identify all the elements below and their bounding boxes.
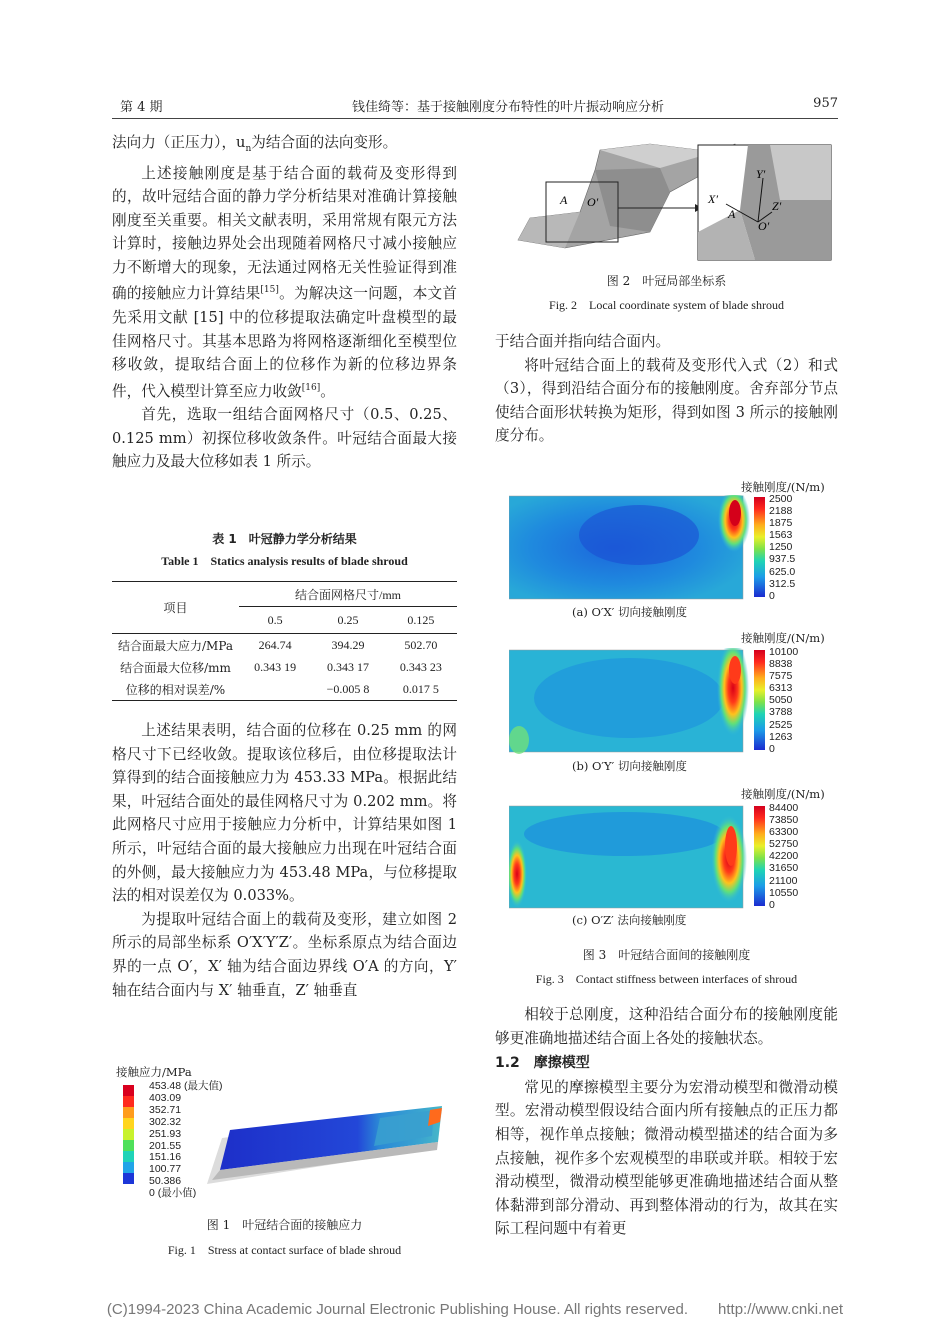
fig1-caption-cn: 图 1 叶冠结合面的接触应力	[206, 1218, 363, 1232]
colorbar-level: 0	[769, 589, 775, 602]
fig1-unit: 接触应力/MPa	[116, 1065, 192, 1079]
fig3c-caption: (c) O′Z′ 法向接触刚度	[572, 913, 687, 927]
colorbar-level: 5050	[769, 694, 793, 707]
table-1	[112, 581, 457, 701]
colorbar-level: 1875	[769, 517, 793, 530]
colorbar-level: 10550	[769, 886, 799, 899]
colorbar-level: 21100	[769, 874, 798, 887]
fig2-label-O2: O′	[758, 219, 770, 233]
colorbar-level: 2188	[769, 505, 793, 518]
table-header-size: 0.125	[407, 612, 435, 627]
section-heading: 1.2 摩擦模型	[495, 1055, 590, 1072]
paragraph: 将叶冠结合面上的载荷及变形代入式（2）和式（3），得到沿结合面分布的接触刚度。舍弃部分节点使结合面形状转换为矩形，得到如图 3 所示的接触刚度分布。	[495, 356, 838, 445]
colorbar-level: 2525	[769, 718, 793, 731]
colorbar-level: 403.09	[149, 1091, 182, 1104]
table-header-item: 项目	[163, 601, 188, 615]
left-text-block-2	[112, 719, 457, 1002]
colorbar-level: 312.5	[769, 577, 796, 590]
fig2-label-Z: Z′	[772, 199, 782, 213]
paragraph: 常见的摩擦模型主要分为宏滑动模型和微滑动模型。宏滑动模型假设结合面内所有接触点的正压力都相等，视作单点接触；微滑动模型描述的结合面为多点接触，视作多个宏观模型的串联或并联。相较于宏滑动模型，微滑动模型能够更准确地描述结合面从整体黏滞到部分滑动、再到整体滑动的行为，故其在实际工程问题中有着更	[495, 1078, 838, 1238]
colorbar-level: 0	[769, 898, 775, 911]
fig1-caption-en: Fig. 1 Stress at contact surface of blade shroud	[167, 1243, 402, 1257]
fig3a-colorbar-labels	[769, 493, 795, 602]
left-text-block-1	[112, 131, 457, 474]
fig3-unit: 接触刚度/(N/m)	[741, 787, 825, 801]
fig3-caption-cn: 图 3 叶冠结合面间的接触刚度	[582, 948, 751, 962]
figure-3b	[509, 630, 839, 756]
table-header-size: 0.25	[337, 612, 359, 627]
right-text-block-2	[495, 1003, 838, 1241]
fig2-caption-en: Fig. 2 Local coordinate system of blade shroud	[549, 298, 784, 312]
colorbar-level: 302.32	[149, 1115, 182, 1128]
colorbar-level: 1563	[769, 529, 793, 542]
colorbar-level: 1263	[769, 730, 793, 743]
table-row: 结合面最大应力/MPa 264.74 394.29 502.70	[117, 637, 438, 653]
colorbar-level: 0	[769, 742, 775, 755]
colorbar-level: 31650	[769, 862, 799, 875]
colorbar-level: 201.55	[149, 1139, 182, 1152]
table-header-size: 0.5	[267, 612, 283, 627]
colorbar-level: 50.386	[149, 1175, 182, 1188]
figure-1	[112, 1064, 457, 1204]
colorbar-level: 151.16	[149, 1151, 182, 1164]
colorbar-level: 8838	[769, 658, 793, 671]
colorbar-level: 10100	[769, 646, 799, 658]
colorbar-level: 100.77	[149, 1163, 182, 1176]
colorbar-level: 73850	[769, 814, 799, 827]
fig2-label-O: O′	[587, 195, 599, 209]
fig1-colorbar-labels	[149, 1081, 223, 1200]
fig3-caption-en: Fig. 3 Contact stiffness between interfaces of shroud	[535, 972, 798, 986]
colorbar-level: 352.71	[149, 1103, 182, 1116]
fig3a-caption: (a) O′X′ 切向接触刚度	[572, 605, 687, 619]
journal-issue: 第 4 期	[120, 100, 163, 115]
fig2-label-X: X′	[708, 192, 718, 206]
colorbar-level: 625.0	[769, 565, 796, 578]
colorbar-level: 0 (最小值)	[149, 1187, 197, 1200]
fig3-unit: 接触刚度/(N/m)	[741, 631, 825, 645]
fig2-label-A2: A	[728, 207, 736, 221]
figure-3c	[509, 786, 839, 910]
paragraph: 上述结果表明，结合面的位移在 0.25 mm 的网格尺寸下已经收敛。提取该位移后，由位移提取法计算得到的结合面接触应力为 453.33 MPa。根据此结果，叶冠结合面处的最佳网格尺寸为 0.202 mm。将此网格尺寸应用于接触应力分析中，计算结果如图 1 所示，叶冠结合面的最大接触应力出现在叶冠结合面的外侧，最大接触应力为 453.48 MPa，与位移提取法的相对误差仅为 0.033%。	[112, 722, 457, 905]
table-row: 结合面最大位移/mm 0.343 19 0.343 17 0.343 23	[120, 659, 442, 675]
header-rule	[112, 118, 838, 119]
paragraph: 首先，选取一组结合面网格尺寸（0.5、0.25、0.125 mm）初探位移收敛条件。叶冠结合面最大接触应力及最大位移如表 1 所示。	[112, 406, 457, 471]
figure-3a	[509, 477, 839, 601]
colorbar-level: 3788	[769, 706, 793, 719]
table-header-group: 结合面网格尺寸/mm	[239, 582, 457, 607]
right-text-block-1	[495, 330, 838, 448]
fig3c-colorbar	[754, 806, 765, 906]
running-title: 钱佳绮等：基于接触刚度分布特性的叶片振动响应分析	[351, 100, 664, 115]
table-title-en: Table 1 Statics analysis results of blade shroud	[161, 554, 408, 568]
colorbar-level: 42200	[769, 850, 799, 863]
page-number: 957	[813, 96, 838, 111]
colorbar-level: 7575	[769, 670, 793, 683]
colorbar-level: 453.48 (最大值)	[149, 1080, 223, 1092]
colorbar-level: 937.5	[769, 553, 796, 566]
fig2-caption-cn: 图 2 叶冠局部坐标系	[606, 274, 727, 288]
table-title-cn: 表 1 叶冠静力学分析结果	[212, 532, 357, 546]
paragraph: 上述接触刚度是基于结合面的载荷及变形得到的，故叶冠结合面的静力学分析结果对准确计算接触刚度至关重要。相关文献表明，采用常规有限元方法计算时，接触边界处会出现随着网格尺寸减小接触应力不断增大的现象，无法通过网格无关性验证得到准确的接触应力计算结果[15]。为解决这一问题，本文首先采用文献 [15] 中的位移提取法确定叶盘模型的最佳网格尺寸。其基本思路为将网格逐渐细化至模型位移收敛，提取结合面上的位移作为新的位移边界条件，代入模型计算至应力收敛[16]。	[112, 164, 457, 400]
fig3c-colorbar-labels	[769, 802, 798, 911]
colorbar-level: 52750	[769, 838, 799, 851]
fig3b-colorbar-labels	[769, 646, 798, 755]
fig3b-caption: (b) O′Y′ 切向接触刚度	[572, 759, 687, 773]
fig3-unit: 接触刚度/(N/m)	[741, 480, 825, 494]
colorbar-level: 1250	[769, 541, 793, 554]
colorbar-level: 251.93	[149, 1127, 182, 1140]
fig1-colorbar	[123, 1085, 134, 1184]
fig1-surface	[207, 1106, 442, 1184]
paragraph: 法向力（正压力），$u_n$为结合面的法向变形。	[112, 134, 398, 154]
paragraph: 于结合面并指向结合面内。	[495, 333, 671, 350]
colorbar-level: 6313	[769, 682, 793, 695]
paragraph: 相较于总刚度，这种沿结合面分布的接触刚度能够更准确地描述结合面上各处的接触状态。	[495, 1006, 838, 1047]
fig3a-colorbar	[754, 497, 765, 597]
fig3b-colorbar	[754, 650, 765, 750]
colorbar-level: 2500	[769, 493, 793, 505]
figure-2	[510, 140, 835, 262]
colorbar-level: 63300	[769, 826, 799, 839]
paragraph: 为提取叶冠结合面上的载荷及变形，建立如图 2 所示的局部坐标系 O′X′Y′Z′。坐标系原点为结合面边界的一点 O′，X′ 轴为结合面边界线 O′A 的方向，Y′ 轴在结合面内与 X′ 轴垂直，Z′ 轴垂直	[112, 910, 457, 999]
table-row: 位移的相对误差/% −0.005 8 0.017 5	[112, 678, 457, 701]
copyright-footer: (C)1994-2023 China Academic Journal Electronic Publishing House. All rights reserved. http://www.cnki.net	[106, 1301, 844, 1318]
fig2-label-A: A	[560, 193, 568, 207]
fig2-label-Y: Y′	[756, 167, 766, 181]
colorbar-level: 84400	[769, 802, 799, 814]
